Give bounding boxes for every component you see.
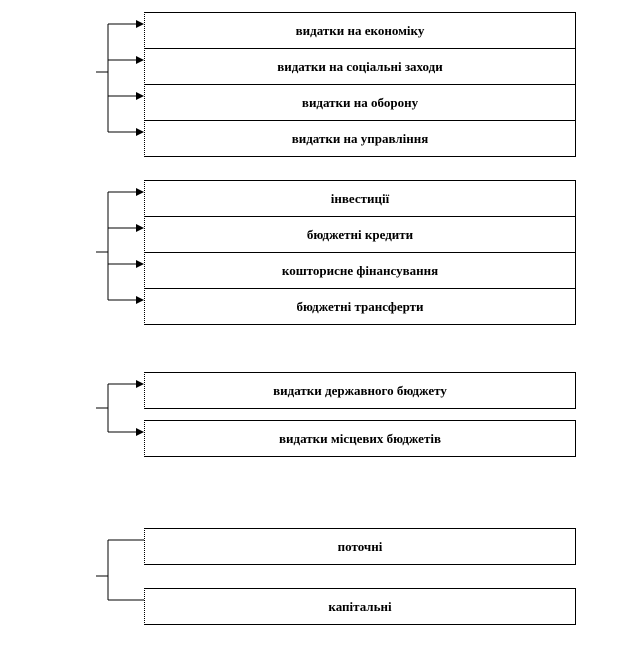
box-state-budget-expenses: видатки державного бюджету — [144, 372, 576, 409]
box-local-budget-expenses: видатки місцевих бюджетів — [144, 420, 576, 457]
box-estimate-financing: кошторисне фінансування — [144, 252, 576, 289]
box-expenses-defense: видатки на оборону — [144, 84, 576, 121]
group-3-connector — [96, 384, 143, 432]
group-4-connector — [96, 540, 144, 600]
box-expenses-management: видатки на управління — [144, 120, 576, 157]
group-1-connector — [96, 24, 143, 132]
box-expenses-social: видатки на соціальні заходи — [144, 48, 576, 85]
box-investments: інвестиції — [144, 180, 576, 217]
box-budget-credits: бюджетні кредити — [144, 216, 576, 253]
box-capital: капітальні — [144, 588, 576, 625]
group-2-connector — [96, 192, 143, 300]
box-expenses-economy: видатки на економіку — [144, 12, 576, 49]
box-budget-transfers: бюджетні трансферти — [144, 288, 576, 325]
box-current: поточні — [144, 528, 576, 565]
